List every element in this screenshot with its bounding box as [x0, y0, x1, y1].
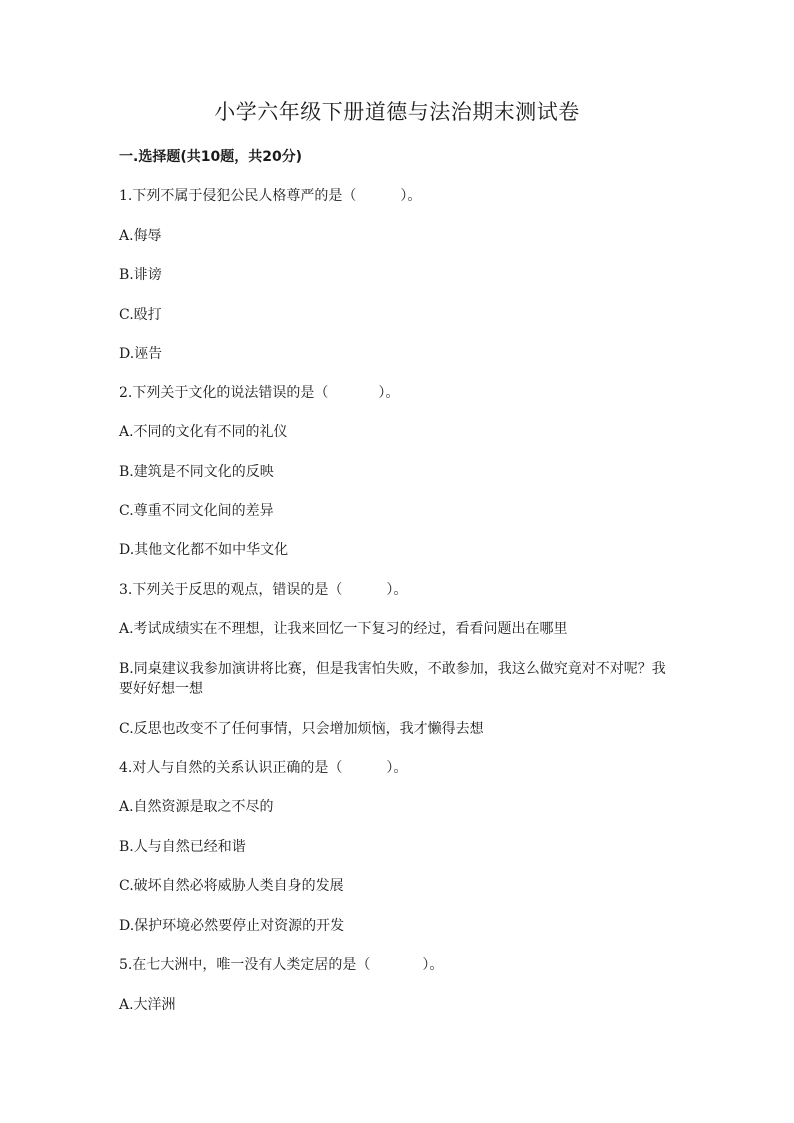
option-a: A.大洋洲 — [119, 997, 176, 1013]
option-c: C.尊重不同文化间的差异 — [119, 503, 274, 519]
option-b: B.建筑是不同文化的反映 — [119, 464, 274, 480]
option-d: D.诬告 — [119, 346, 163, 362]
option-a: A.侮辱 — [119, 228, 162, 244]
question-text: 1.下列不属于侵犯公民人格尊严的是（ — [119, 188, 357, 204]
question-text-end: ）。 — [400, 188, 422, 204]
option-b: B.人与自然已经和谐 — [119, 839, 246, 855]
question-stem — [119, 383, 679, 403]
option-a: A.考试成绩实在不理想，让我来回忆一下复习的经过，看看问题出在哪里 — [119, 621, 568, 637]
option-b: B.诽谤 — [119, 267, 162, 283]
question-text: 3.下列关于反思的观点，错误的是（ — [119, 582, 343, 598]
option-c: C.反思也改变不了任何事情，只会增加烦恼，我才懒得去想 — [119, 721, 484, 737]
question-text: 4.对人与自然的关系认识正确的是（ — [119, 760, 343, 776]
question-text: 5.在七大洲中，唯一没有人类定居的是（ — [119, 957, 371, 973]
question-stem — [119, 955, 679, 975]
option-d: D.保护环境必然要停止对资源的开发 — [119, 918, 345, 934]
question-text-end: ）。 — [386, 582, 408, 598]
question-text-end: ）。 — [386, 760, 408, 776]
option-b: B.同桌建议我参加演讲将比赛，但是我害怕失败，不敢参加，我这么做究竟对不对呢？我要好好想一想 — [119, 661, 666, 697]
question-text: 2.下列关于文化的说法错误的是（ — [119, 385, 329, 401]
question-stem — [119, 580, 679, 600]
option-c: C.破坏自然必将威胁人类自身的发展 — [119, 878, 344, 894]
question-text-end: ）。 — [422, 957, 444, 973]
question-stem — [119, 186, 679, 206]
page-title: 小学六年级下册道德与法治期末测试卷 — [214, 100, 580, 124]
section-header: 一.选择题(共10题，共20分) — [119, 149, 303, 165]
question-stem — [119, 758, 679, 778]
option-a: A.不同的文化有不同的礼仪 — [119, 424, 288, 440]
option-c: C.殴打 — [119, 307, 162, 323]
question-text-end: ）。 — [378, 385, 400, 401]
option-a: A.自然资源是取之不尽的 — [119, 799, 274, 815]
option-d: D.其他文化都不如中华文化 — [119, 542, 289, 558]
